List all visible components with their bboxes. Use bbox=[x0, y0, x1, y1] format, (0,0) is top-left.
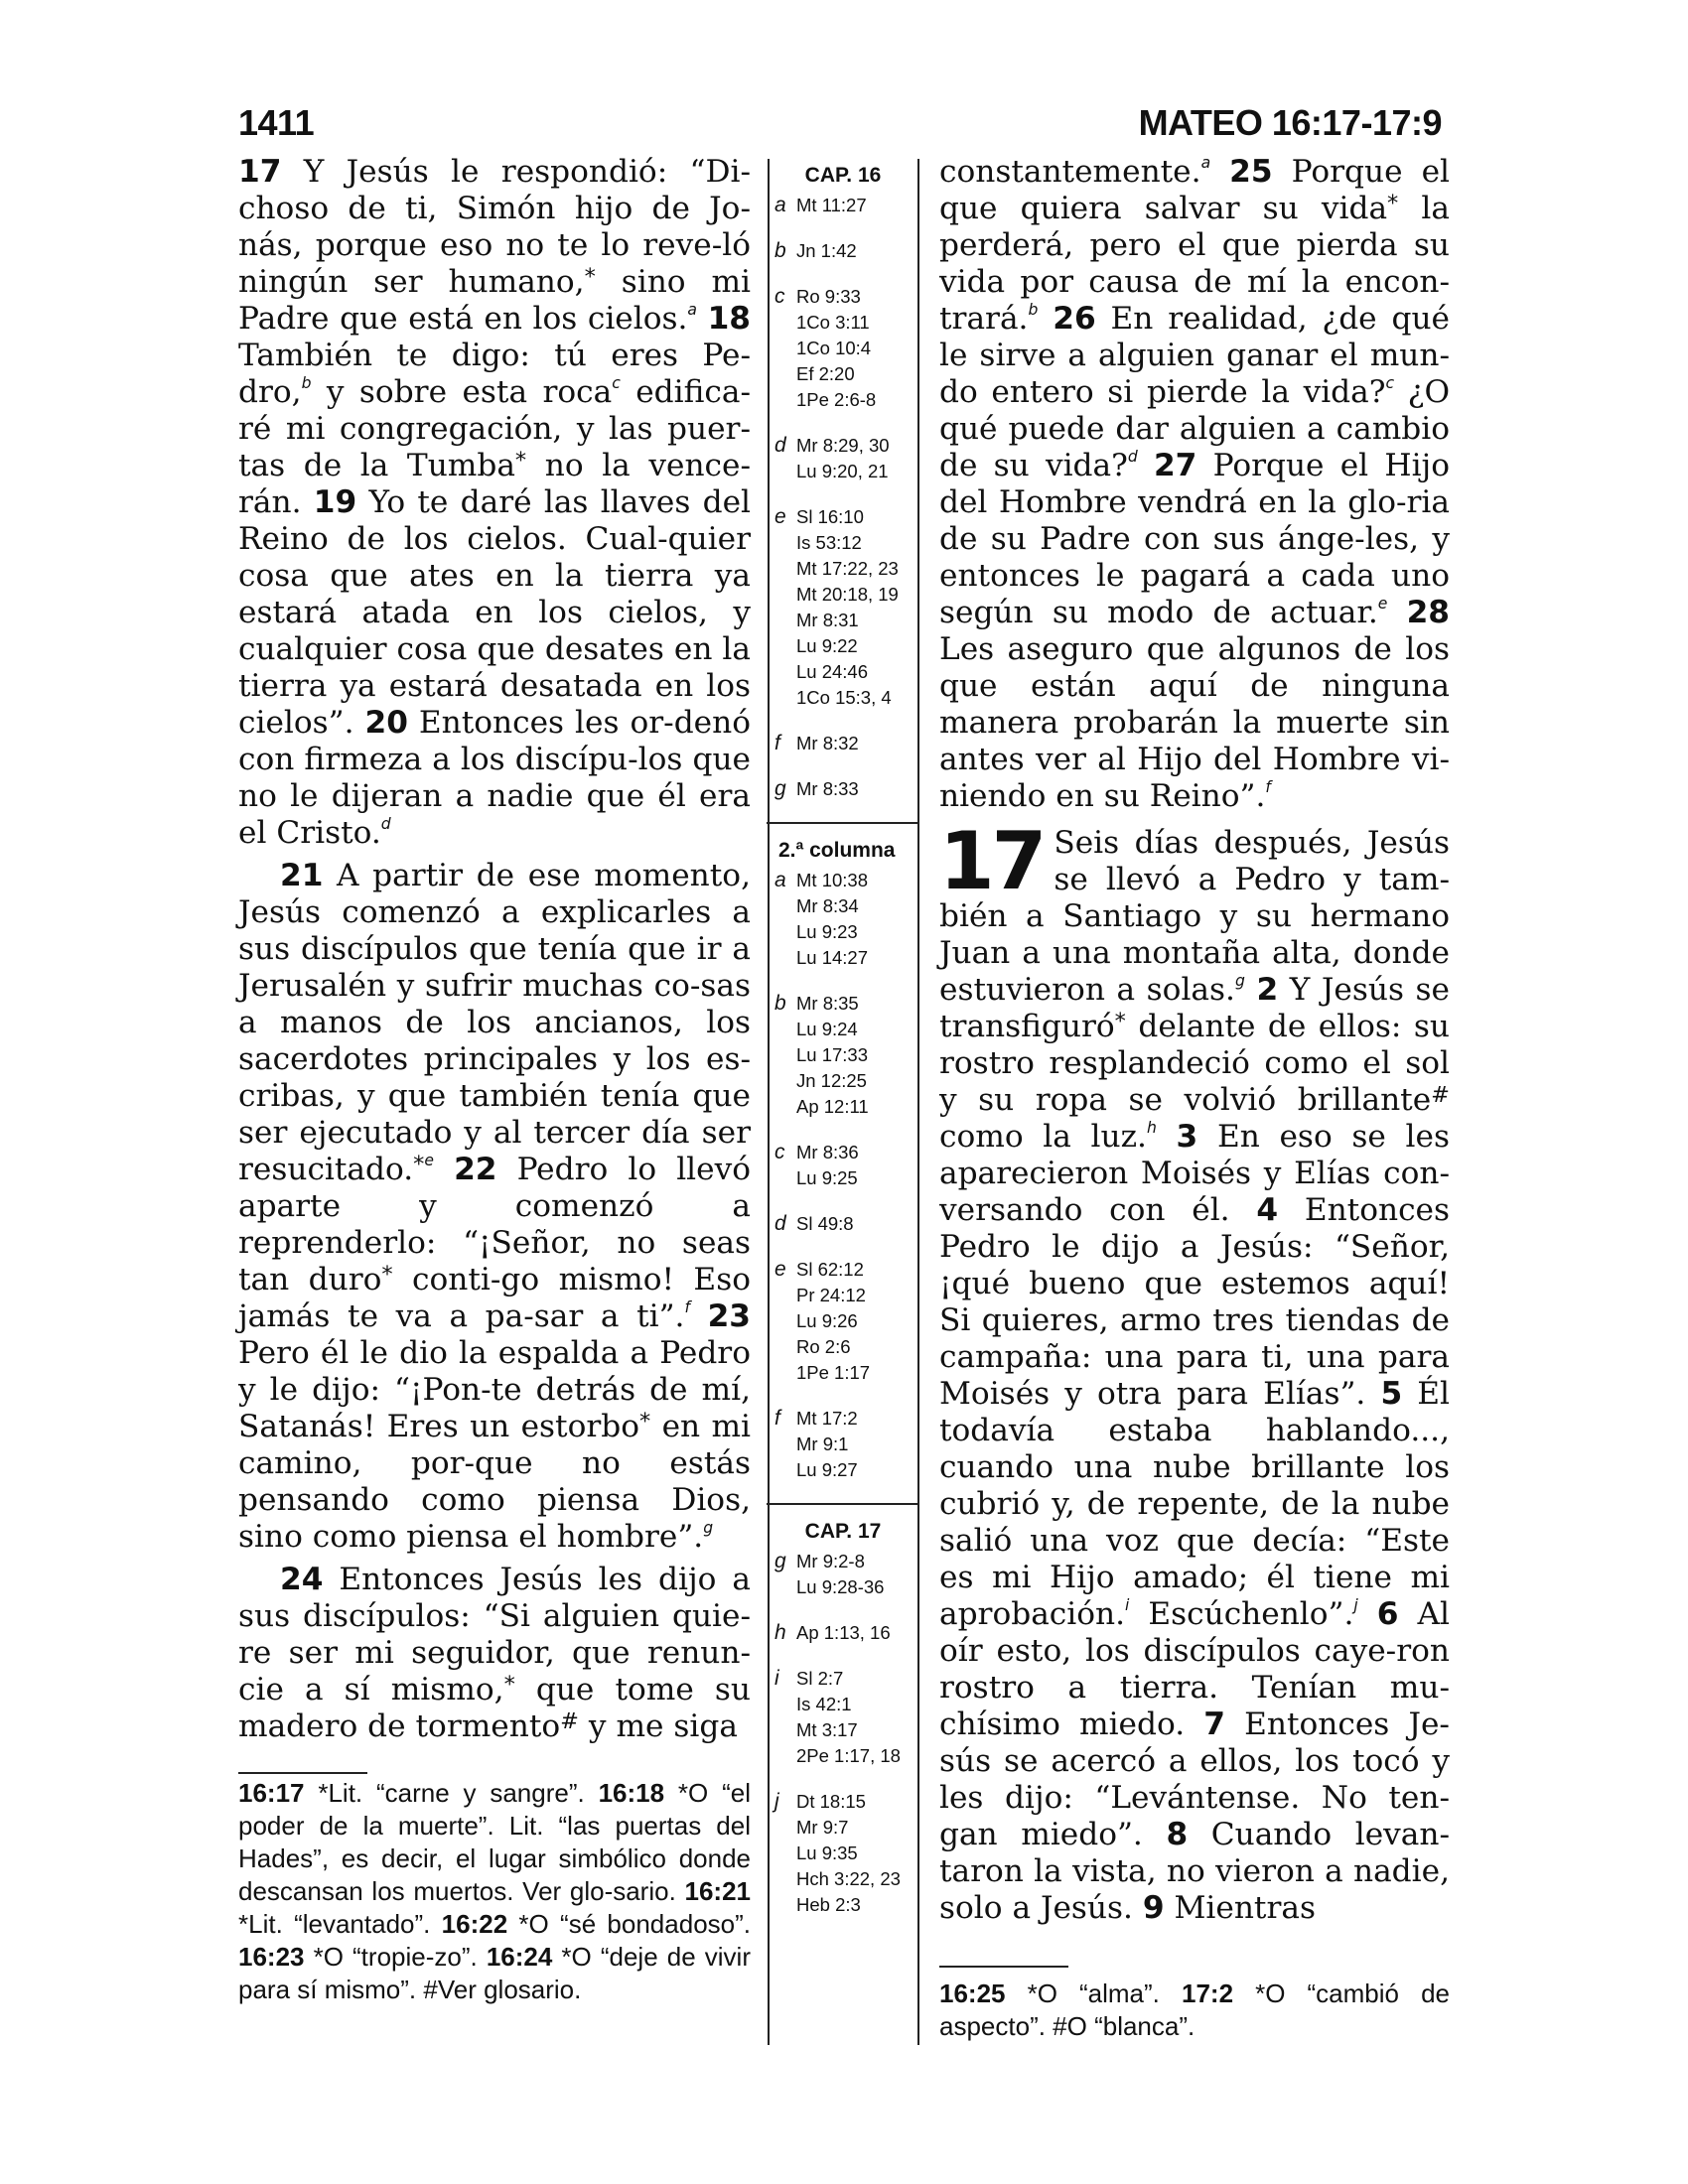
footnote-text: *O “el poder de la muerte”. Lit. “las puertas del Hades”, es decir, el lugar simbólico donde descansan los muertos. Ver glo-sario. bbox=[238, 1778, 751, 1906]
verse-text: Entonces Je-sús se acercó a ellos, los tocó y les dijo: “Levántense. No ten-gan miedo”. bbox=[939, 1706, 1450, 1852]
reference-link[interactable]: 1Co 15:3, 4 bbox=[796, 687, 892, 708]
reference-group bbox=[774, 1406, 912, 1483]
reference-link[interactable]: Mr 9:7 bbox=[796, 1817, 849, 1838]
cross-reference-mark[interactable]: b bbox=[301, 373, 312, 392]
footnote-mark[interactable]: * bbox=[1114, 1009, 1126, 1035]
verse-text: Entonces Jesús les dijo a sus discípulos: “Si alguien quie-re ser mi seguidor, que renun-cie a sí mismo, bbox=[238, 1562, 751, 1707]
reference-letter: d bbox=[774, 1212, 786, 1235]
verse-number: 27 bbox=[1153, 448, 1197, 483]
cross-reference-mark[interactable]: a bbox=[1200, 153, 1211, 172]
verse-text: y sobre esta roca bbox=[311, 374, 613, 410]
verse-text: Yo te daré las llaves del Reino de los cielos. Cual-quier cosa que ates en la tierra ya estará atada en los cielos, y cualquier cosa que desates en la tierra ya estará desatada en los cielos”. bbox=[238, 484, 751, 741]
cross-reference-mark[interactable]: h bbox=[1146, 1118, 1157, 1137]
left-text-column bbox=[238, 154, 751, 1745]
verse-text: no la vence-rán. bbox=[238, 448, 751, 520]
reference-section-cap17 bbox=[774, 1549, 912, 1918]
reference-group bbox=[774, 1620, 912, 1646]
reference-group bbox=[774, 1211, 912, 1237]
footnote-ref: 16:24 bbox=[486, 1942, 553, 1972]
reference-link[interactable]: Mr 8:31 bbox=[796, 610, 859, 630]
reference-heading: CAP. 17 bbox=[804, 1520, 882, 1543]
column-divider-right bbox=[917, 159, 919, 2045]
verse-number: 20 bbox=[364, 705, 408, 741]
reference-link[interactable]: 1Co 10:4 bbox=[796, 338, 872, 358]
reference-group bbox=[774, 433, 912, 484]
reference-heading: 2.ª columna bbox=[778, 839, 896, 862]
reference-section-column-2 bbox=[774, 868, 912, 1483]
reference-letter: a bbox=[774, 194, 786, 216]
verse-text: que tome su madero de tormento bbox=[238, 1672, 751, 1744]
verse-text: Porque el que quiera salvar su vida bbox=[939, 154, 1450, 226]
cross-reference-mark[interactable]: j bbox=[1353, 1595, 1358, 1614]
reference-link[interactable]: Lu 9:23 bbox=[796, 921, 858, 942]
verse-text: edifica-ré mi congregación, y las puer-tas de la Tumba bbox=[238, 374, 751, 483]
footnotes-left bbox=[238, 1777, 751, 2006]
reference-link[interactable]: Mr 8:33 bbox=[796, 778, 859, 799]
verse-text: También te digo: tú eres Pe-dro, bbox=[238, 338, 751, 410]
reference-link[interactable]: Ro 2:6 bbox=[796, 1336, 851, 1357]
verse-number: 23 bbox=[707, 1298, 751, 1334]
verse-text: Y Jesús se transfiguró bbox=[939, 972, 1450, 1044]
footnote-ref: 16:17 bbox=[238, 1778, 305, 1808]
footnote-mark[interactable]: * bbox=[381, 1262, 393, 1289]
reference-group bbox=[774, 1549, 912, 1600]
right-text-column bbox=[939, 154, 1450, 1927]
verse-text: ¿O qué puede dar alguien a cambio de su vida? bbox=[939, 374, 1451, 483]
verse-text: A partir de ese momento, Jesús comenzó a explicarles a sus discípulos que tenía que ir a Jerusalén y sufrir muchas co-sas a manos de los ancianos, los sacerdotes principales y los es-cribas, y que también tenía que ser ejecutado y al tercer día ser resucitado. bbox=[238, 858, 751, 1187]
verse-number: 5 bbox=[1380, 1376, 1403, 1412]
verse-number: 28 bbox=[1406, 595, 1450, 630]
reference-letter: a bbox=[774, 869, 786, 891]
reference-link[interactable]: Lu 9:27 bbox=[796, 1459, 858, 1480]
reference-link[interactable]: Sl 16:10 bbox=[796, 506, 864, 527]
reference-link[interactable]: Ap 1:13, 16 bbox=[796, 1622, 891, 1643]
verse-number: 4 bbox=[1256, 1192, 1279, 1228]
column-divider-left bbox=[768, 159, 770, 2045]
verse-text: En eso se les aparecieron Moisés y Elías con-versando con él. bbox=[939, 1119, 1450, 1228]
reference-link[interactable]: Hch 3:22, 23 bbox=[796, 1868, 901, 1889]
reference-letter: f bbox=[774, 1407, 780, 1430]
reference-link[interactable]: Mt 10:38 bbox=[796, 870, 868, 890]
reference-link[interactable]: Lu 9:22 bbox=[796, 635, 858, 656]
reference-heading: CAP. 16 bbox=[804, 164, 882, 187]
reference-link[interactable]: Lu 9:26 bbox=[796, 1310, 858, 1331]
reference-group bbox=[774, 1666, 912, 1769]
footnote-mark[interactable]: # bbox=[560, 1708, 579, 1735]
paragraph bbox=[939, 815, 1451, 1927]
reference-link[interactable]: Lu 9:24 bbox=[796, 1019, 858, 1039]
verse-text: la perderá, pero el que pierda su vida por causa de mí la encon-trará. bbox=[939, 191, 1451, 337]
footnote-ref: 16:18 bbox=[598, 1778, 665, 1808]
reference-link[interactable]: Jn 12:25 bbox=[796, 1070, 867, 1091]
verse-text: Porque el Hijo del Hombre vendrá en la glo-ria de su Padre con sus ánge-les, y entonces le pagará a cada uno según su modo de actuar. bbox=[939, 448, 1450, 630]
verse-text: En realidad, ¿de qué le sirve a alguien ganar el mun-do entero si pierde la vida? bbox=[939, 301, 1451, 410]
verse-number: 17 bbox=[238, 154, 282, 190]
reference-link[interactable]: Mr 8:34 bbox=[796, 895, 859, 916]
verse-number: 24 bbox=[280, 1562, 324, 1597]
footnote-mark[interactable]: # bbox=[1431, 1082, 1450, 1109]
reference-link[interactable]: Sl 62:12 bbox=[796, 1259, 864, 1280]
verse-number: 21 bbox=[280, 858, 324, 893]
reference-letter: b bbox=[774, 992, 786, 1015]
paragraph bbox=[939, 154, 1450, 815]
verse-text: Él todavía estaba hablando..., cuando una nube brillante los cubrió y, de repente, de la nube salió una voz que decía: “Este es mi Hijo amado; él tiene mi aprobación. bbox=[939, 1376, 1451, 1632]
reference-group bbox=[774, 193, 912, 218]
reference-link[interactable]: Lu 24:46 bbox=[796, 661, 869, 682]
footnote-text: *O “tropie-zo”. bbox=[304, 1942, 478, 1972]
verse-number: 8 bbox=[1166, 1817, 1189, 1852]
footnote-ref: 17:2 bbox=[1181, 1979, 1234, 2008]
cross-reference-mark[interactable]: i bbox=[1125, 1595, 1130, 1614]
footnote-text: *Lit. “carne y sangre”. bbox=[304, 1778, 585, 1808]
cross-reference-mark[interactable]: c bbox=[612, 373, 621, 392]
verse-text: como la luz. bbox=[939, 1119, 1147, 1155]
reference-group bbox=[774, 284, 912, 413]
reference-letter: e bbox=[774, 1258, 786, 1281]
reference-link[interactable]: Lu 9:35 bbox=[796, 1843, 858, 1863]
verse-number: 22 bbox=[454, 1152, 497, 1187]
reference-group bbox=[774, 991, 912, 1120]
reference-link[interactable]: Lu 9:25 bbox=[796, 1167, 858, 1188]
cross-reference-mark[interactable]: a bbox=[687, 300, 697, 319]
cross-reference-mark[interactable]: b bbox=[1028, 300, 1039, 319]
reference-link[interactable]: 1Co 3:11 bbox=[796, 312, 870, 333]
reference-link[interactable]: Pr 24:12 bbox=[796, 1285, 866, 1305]
chapter-number: 17 bbox=[939, 815, 1045, 907]
reference-letter: c bbox=[774, 285, 785, 308]
verse-text: Entonces Pedro le dijo a Jesús: “Señor, ¡qué bueno que estemos aquí! Si quieres, armo tres tiendas de campaña: una para ti, una para Moisés y otra para Elías”. bbox=[939, 1192, 1450, 1412]
reference-group bbox=[774, 868, 912, 971]
verse-number: 19 bbox=[313, 484, 357, 520]
reference-letter: g bbox=[774, 777, 786, 800]
paragraph bbox=[238, 1562, 751, 1745]
verse-number: 6 bbox=[1376, 1596, 1399, 1632]
verse-text: Les aseguro que algunos de los que están aquí de ninguna manera probarán la muerte sin antes ver al Hijo del Hombre vi-niendo en su Reino”. bbox=[939, 631, 1450, 814]
footnote-text: *O “alma”. bbox=[1005, 1979, 1160, 2008]
reference-link[interactable]: Is 42:1 bbox=[796, 1694, 852, 1714]
reference-link[interactable]: Ef 2:20 bbox=[796, 363, 855, 384]
reference-link[interactable]: Mr 8:29, 30 bbox=[796, 435, 890, 456]
reference-link[interactable]: 1Pe 1:17 bbox=[796, 1362, 871, 1383]
verse-number: 18 bbox=[707, 301, 751, 337]
reference-letter: d bbox=[774, 434, 786, 457]
reference-link[interactable]: Mt 17:2 bbox=[796, 1408, 858, 1429]
reference-link[interactable]: Is 53:12 bbox=[796, 532, 862, 553]
reference-link[interactable]: Lu 9:20, 21 bbox=[796, 461, 889, 481]
footnote-mark[interactable]: * bbox=[413, 1152, 425, 1178]
verse-number: 25 bbox=[1229, 154, 1273, 190]
footnote-text: *O “sé bondadoso”. bbox=[507, 1909, 751, 1939]
verse-text: Escúchenlo”. bbox=[1129, 1596, 1354, 1632]
reference-letter: c bbox=[774, 1141, 785, 1163]
footnote-text: *O “cambió de aspecto”. #O “blanca”. bbox=[939, 1979, 1450, 2041]
footnote-mark[interactable]: * bbox=[1387, 191, 1399, 217]
cross-reference-column bbox=[774, 159, 912, 1938]
footnote-mark[interactable]: * bbox=[639, 1409, 651, 1435]
reference-link[interactable]: 2Pe 1:17, 18 bbox=[796, 1745, 901, 1766]
footnote-mark[interactable]: * bbox=[584, 264, 596, 291]
reference-link[interactable]: Jn 1:42 bbox=[796, 240, 857, 261]
reference-group bbox=[774, 504, 912, 711]
paragraph bbox=[238, 154, 751, 852]
verse-text: Mientras bbox=[1164, 1890, 1316, 1926]
cross-reference-mark[interactable]: f bbox=[1265, 777, 1271, 796]
reference-group bbox=[774, 1789, 912, 1918]
verse-number: 9 bbox=[1142, 1890, 1165, 1926]
reference-link[interactable]: Ap 12:11 bbox=[796, 1096, 869, 1117]
reference-link[interactable]: Mr 8:32 bbox=[796, 733, 859, 753]
footnote-ref: 16:21 bbox=[684, 1876, 751, 1906]
running-head: MATEO 16:17-17:9 bbox=[1138, 102, 1442, 143]
reference-section-cap16 bbox=[774, 193, 912, 802]
verse-text: delante de ellos: su rostro resplandeció como el sol y su ropa se volvió brillante bbox=[939, 1009, 1450, 1118]
reference-link[interactable]: Heb 2:3 bbox=[796, 1894, 861, 1915]
verse-text: conti-go mismo! Eso jamás te va a pa-sar a ti”. bbox=[238, 1262, 751, 1334]
verse-text: Seis días después, Jesús se llevó a Pedro y tam-bién a Santiago y su hermano Juan a una montaña alta, donde estuvieron a solas. bbox=[939, 825, 1450, 1008]
verse-text: Cuando levan-taron la vista, no vieron a nadie, solo a Jesús. bbox=[939, 1817, 1451, 1926]
footnote-ref: 16:23 bbox=[238, 1942, 305, 1972]
reference-divider bbox=[767, 1503, 919, 1505]
reference-group bbox=[774, 731, 912, 756]
reference-divider bbox=[767, 822, 919, 824]
reference-link[interactable]: Mr 8:35 bbox=[796, 993, 859, 1014]
reference-link[interactable]: Mr 8:36 bbox=[796, 1142, 859, 1162]
paragraph bbox=[238, 858, 751, 1556]
cross-reference-mark[interactable]: d bbox=[380, 814, 391, 833]
verse-text: Y Jesús le respondió: “Di-choso de ti, Simón hijo de Jo-nás, porque eso no te lo reve-ló ningún ser humano, bbox=[238, 154, 751, 300]
footnote-mark[interactable]: * bbox=[503, 1672, 515, 1699]
reference-letter: h bbox=[774, 1621, 786, 1644]
reference-link[interactable]: 1Pe 2:6-8 bbox=[796, 389, 877, 410]
footnote-divider bbox=[238, 1772, 367, 1774]
reference-link[interactable]: Mt 17:22, 23 bbox=[796, 558, 899, 579]
reference-link[interactable]: Mt 20:18, 19 bbox=[796, 584, 899, 605]
verse-text: Pedro lo llevó aparte y comenzó a reprenderlo: “¡Señor, no seas tan duro bbox=[238, 1152, 751, 1297]
footnote-ref: 16:25 bbox=[939, 1979, 1006, 2008]
reference-link[interactable]: Dt 18:15 bbox=[796, 1791, 866, 1812]
verse-text: constantemente. bbox=[939, 154, 1201, 190]
reference-link[interactable]: Sl 49:8 bbox=[796, 1213, 854, 1234]
verse-number: 3 bbox=[1176, 1119, 1198, 1155]
reference-link[interactable]: Lu 9:28-36 bbox=[796, 1576, 885, 1597]
reference-group bbox=[774, 776, 912, 802]
reference-letter: e bbox=[774, 505, 786, 528]
reference-group bbox=[774, 1257, 912, 1386]
reference-link[interactable]: Mt 3:17 bbox=[796, 1719, 858, 1740]
verse-text: Entonces les or-denó con firmeza a los discípu-los que no le dijeran a nadie que él era el Cristo. bbox=[238, 705, 751, 851]
reference-link[interactable]: Sl 2:7 bbox=[796, 1668, 844, 1689]
cross-reference-mark[interactable]: d bbox=[1127, 447, 1138, 466]
reference-link[interactable]: Mr 9:2-8 bbox=[796, 1551, 865, 1571]
reference-letter: g bbox=[774, 1550, 786, 1572]
verse-text: en mi camino, por-que no estás pensando como piensa Dios, sino como piensa el hombre”. bbox=[238, 1409, 751, 1555]
reference-letter: i bbox=[774, 1667, 779, 1690]
verse-number: 2 bbox=[1256, 972, 1279, 1008]
cross-reference-mark[interactable]: e bbox=[424, 1151, 434, 1169]
cross-reference-mark[interactable]: c bbox=[1385, 373, 1395, 392]
cross-reference-mark[interactable]: f bbox=[684, 1297, 690, 1316]
reference-group bbox=[774, 1140, 912, 1191]
footnote-text: *Lit. “levantado”. bbox=[238, 1909, 431, 1939]
reference-letter: b bbox=[774, 239, 786, 262]
cross-reference-mark[interactable]: e bbox=[1377, 594, 1388, 613]
footnote-divider bbox=[939, 1966, 1068, 1968]
verse-text: y me siga bbox=[579, 1708, 738, 1744]
reference-letter: f bbox=[774, 732, 780, 754]
verse-text: Pero él le dio la espalda a Pedro y le dijo: “¡Pon-te detrás de mí, Satanás! Eres un estorbo bbox=[238, 1335, 751, 1444]
cross-reference-mark[interactable]: g bbox=[1234, 971, 1245, 990]
verse-text: sino mi Padre que está en los cielos. bbox=[238, 264, 751, 337]
reference-link[interactable]: Mr 9:1 bbox=[796, 1433, 849, 1454]
reference-link[interactable]: Ro 9:33 bbox=[796, 286, 861, 307]
cross-reference-mark[interactable]: g bbox=[703, 1518, 714, 1537]
page-number: 1411 bbox=[238, 102, 315, 143]
footnote-text: *O “deje de vivir para sí mismo”. #Ver glosario. bbox=[238, 1942, 751, 2004]
reference-group bbox=[774, 238, 912, 264]
verse-text: Al oír esto, los discípulos caye-ron rostro a tierra. Tenían mu-chísimo miedo. bbox=[939, 1596, 1450, 1742]
reference-link[interactable]: Lu 17:33 bbox=[796, 1044, 869, 1065]
verse-number: 7 bbox=[1203, 1706, 1225, 1742]
footnote-ref: 16:22 bbox=[441, 1909, 508, 1939]
reference-letter: j bbox=[774, 1790, 779, 1813]
verse-number: 26 bbox=[1053, 301, 1096, 337]
footnotes-right bbox=[939, 1978, 1450, 2043]
footnote-mark[interactable]: * bbox=[514, 448, 527, 475]
reference-link[interactable]: Mt 11:27 bbox=[796, 195, 867, 215]
reference-link[interactable]: Lu 14:27 bbox=[796, 947, 869, 968]
